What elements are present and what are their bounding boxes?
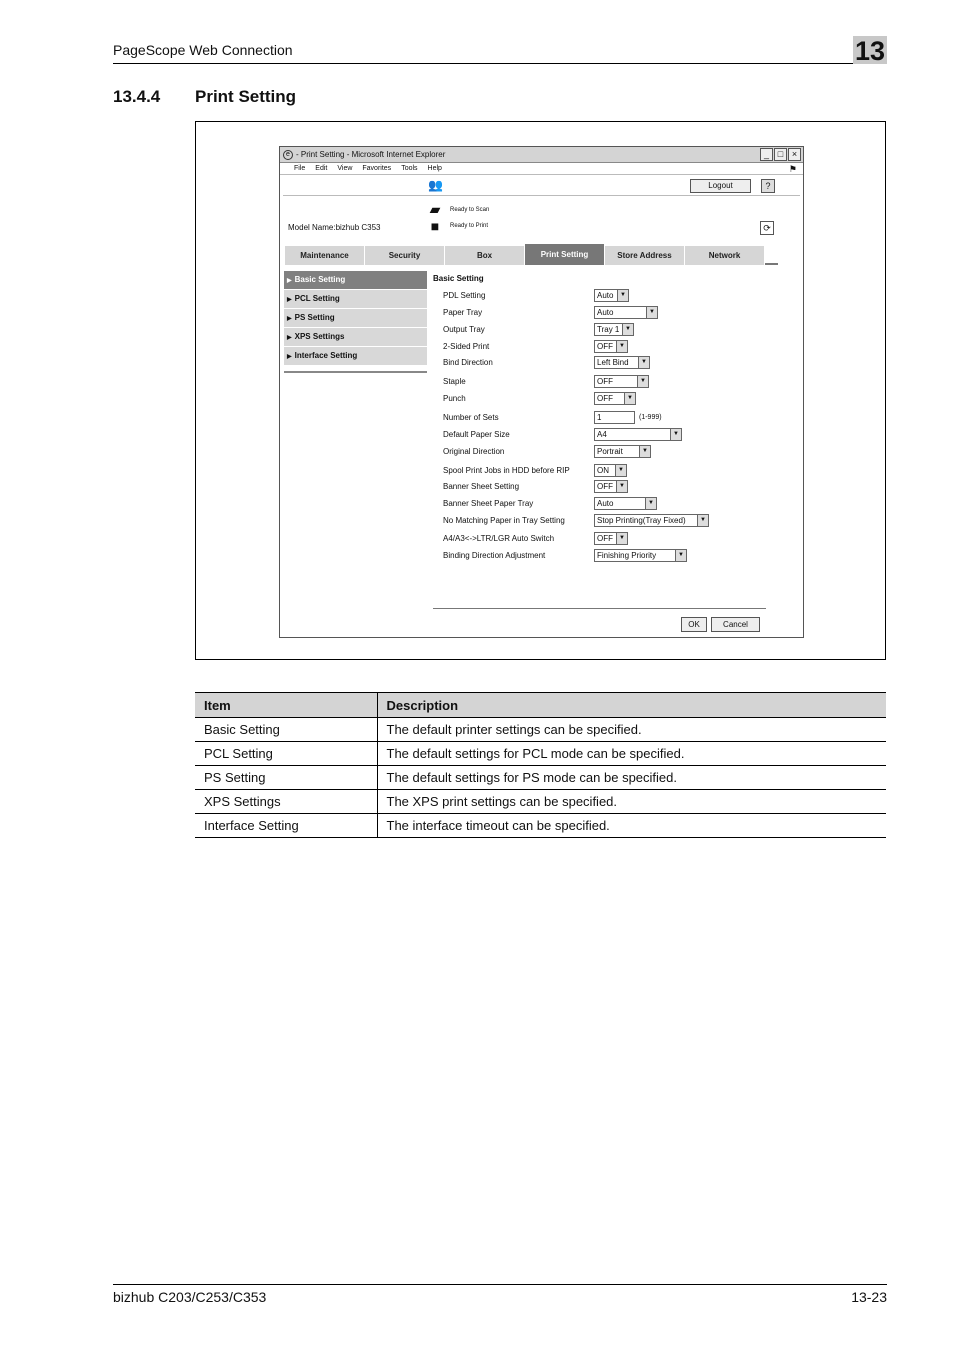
menu-file[interactable]: File [294, 165, 306, 172]
bind-direction-select[interactable]: Left Bind ▼ [594, 356, 650, 369]
screenshot-figure [195, 121, 886, 660]
spool-print-jobs-select[interactable]: ON ▼ [594, 464, 627, 477]
tab-maintenance[interactable]: Maintenance [285, 246, 365, 265]
field-punch [443, 392, 773, 406]
table-cell-description: The interface timeout can be specified. [377, 814, 886, 838]
tab-bar [285, 244, 778, 265]
help-button[interactable]: ? [761, 179, 775, 193]
field-staple [443, 375, 773, 389]
footer-model: bizhub C203/C253/C353 [113, 1289, 267, 1305]
sidebar-item-ps-setting[interactable] [284, 309, 427, 327]
top-bar [283, 176, 800, 196]
arrow-right-icon: ▶ [287, 354, 292, 360]
menu-edit[interactable]: Edit [315, 165, 328, 172]
sidebar-item-interface-setting[interactable] [284, 347, 427, 365]
sidebar-divider [284, 371, 427, 373]
ie-icon: e [283, 150, 293, 160]
output-tray-select[interactable]: Tray 1 ▼ [594, 323, 634, 336]
arrow-right-icon: ▶ [287, 278, 292, 284]
scan-status-text: Ready to Scan [450, 206, 490, 213]
original-direction-select[interactable]: Portrait ▼ [594, 445, 651, 458]
field-label: Binding Direction Adjustment [443, 551, 546, 560]
binding-direction-adjustment-select[interactable]: Finishing Priority ▼ [594, 549, 687, 562]
tab-security[interactable]: Security [365, 246, 445, 265]
section-number: 13.4.4 [113, 87, 161, 106]
close-button[interactable]: × [788, 148, 801, 161]
chevron-down-icon: ▼ [615, 465, 626, 476]
maximize-button[interactable]: □ [774, 148, 787, 161]
chevron-down-icon: ▼ [616, 341, 627, 352]
printer-icon: ■ [430, 218, 440, 234]
table-cell-item: Interface Setting [195, 814, 377, 838]
footer-page-number: 13-23 [851, 1289, 887, 1305]
ok-button[interactable]: OK [681, 617, 707, 632]
table-cell-item: PS Setting [195, 766, 377, 790]
field-2-sided-print [443, 340, 773, 354]
field-label: Output Tray [443, 325, 485, 334]
number-of-sets-range: (1-999) [639, 414, 662, 421]
banner-sheet-paper-tray-select[interactable]: Auto ▼ [594, 497, 657, 510]
table-row [195, 766, 886, 790]
sidebar-item-label: XPS Settings [294, 332, 345, 341]
chevron-down-icon: ▼ [616, 533, 627, 544]
column-header-description: Description [377, 693, 886, 718]
sidebar-item-pcl-setting[interactable] [284, 290, 427, 308]
banner-sheet-setting-select[interactable]: OFF ▼ [594, 480, 628, 493]
field-label: Punch [443, 394, 466, 403]
table-row [195, 718, 886, 742]
arrow-right-icon: ▶ [287, 316, 292, 322]
chevron-down-icon: ▼ [637, 376, 648, 387]
running-header [113, 36, 887, 66]
field-auto-switch [443, 532, 773, 546]
chevron-down-icon: ▼ [617, 290, 628, 301]
auto-switch-select[interactable]: OFF ▼ [594, 532, 628, 545]
section-title: Print Setting [195, 87, 297, 106]
field-number-of-sets [443, 411, 773, 425]
field-label: No Matching Paper in Tray Setting [443, 516, 565, 525]
table-cell-item: PCL Setting [195, 742, 377, 766]
menu-tools[interactable]: Tools [401, 165, 418, 172]
minimize-button[interactable]: _ [760, 148, 773, 161]
no-matching-paper-select[interactable]: Stop Printing(Tray Fixed) ▼ [594, 514, 709, 527]
table-cell-description: The default settings for PCL mode can be specified. [377, 742, 886, 766]
sidebar-item-label: Basic Setting [294, 275, 346, 284]
2-sided-print-select[interactable]: OFF ▼ [594, 340, 628, 353]
menu-help[interactable]: Help [427, 165, 442, 172]
field-label: Spool Print Jobs in HDD before RIP [443, 466, 570, 475]
scanner-status [426, 201, 489, 218]
field-banner-sheet-setting [443, 480, 773, 494]
field-default-paper-size [443, 428, 773, 442]
field-label: Default Paper Size [443, 430, 510, 439]
table-row [195, 742, 886, 766]
field-label: Bind Direction [443, 358, 493, 367]
chevron-down-icon: ▼ [670, 429, 681, 440]
chevron-down-icon: ▼ [639, 446, 650, 457]
window-controls [760, 148, 801, 161]
field-label: Paper Tray [443, 308, 483, 317]
chevron-down-icon: ▼ [624, 393, 635, 404]
chevron-down-icon: ▼ [616, 481, 627, 492]
punch-select[interactable]: OFF ▼ [594, 392, 636, 405]
scanner-icon: ▰ [429, 201, 441, 217]
paper-tray-select[interactable]: Auto ▼ [594, 306, 658, 319]
field-output-tray [443, 323, 773, 337]
chapter-number: 13 [854, 36, 886, 66]
sidebar-item-label: PS Setting [294, 313, 335, 322]
field-no-matching-paper [443, 514, 773, 528]
tab-box[interactable]: Box [445, 246, 525, 265]
default-paper-size-select[interactable]: A4 ▼ [594, 428, 682, 441]
window-title: - Print Setting - Microsoft Internet Explorer [296, 150, 446, 159]
field-label: Staple [443, 377, 466, 386]
printer-status [426, 218, 488, 234]
section-heading [113, 87, 296, 107]
sidebar-item-label: PCL Setting [294, 294, 340, 303]
field-pdl-setting [443, 289, 773, 303]
field-bind-direction [443, 356, 773, 370]
field-label: 2-Sided Print [443, 342, 490, 351]
field-label: Original Direction [443, 447, 505, 456]
refresh-icon[interactable]: ⟳ [760, 221, 774, 235]
table-header-row [195, 693, 886, 718]
chevron-down-icon: ▼ [638, 357, 649, 368]
browser-window [279, 146, 804, 638]
table-cell-item: XPS Settings [195, 790, 377, 814]
field-label: Banner Sheet Paper Tray [443, 499, 534, 508]
cancel-button[interactable]: Cancel [711, 617, 760, 632]
field-paper-tray [443, 306, 773, 320]
user-icon: 👥 [428, 178, 443, 192]
sidebar-item-label: Interface Setting [294, 351, 358, 360]
menu-favorites[interactable]: Favorites [362, 165, 392, 172]
description-table [195, 692, 886, 838]
sidebar [284, 271, 427, 373]
chevron-down-icon: ▼ [646, 307, 657, 318]
arrow-right-icon: ▶ [287, 335, 292, 341]
pdl-setting-select[interactable]: Auto ▼ [594, 289, 629, 302]
tab-print-setting[interactable]: Print Setting [525, 244, 605, 265]
number-of-sets-input[interactable]: 1 [594, 411, 635, 424]
sidebar-item-basic-setting[interactable] [284, 271, 427, 289]
table-row [195, 790, 886, 814]
table-row [195, 814, 886, 838]
table-cell-description: The XPS print settings can be specified. [377, 790, 886, 814]
field-original-direction [443, 445, 773, 459]
field-label: PDL Setting [443, 291, 486, 300]
menu-view[interactable]: View [337, 165, 353, 172]
table-cell-description: The default settings for PS mode can be specified. [377, 766, 886, 790]
chevron-down-icon: ▼ [645, 498, 656, 509]
print-status-text: Ready to Print [450, 223, 489, 229]
field-spool-print-jobs [443, 464, 773, 478]
menu-bar [280, 163, 803, 175]
header-title: PageScope Web Connection [113, 42, 293, 58]
form-divider [433, 608, 766, 609]
field-label: Banner Sheet Setting [443, 482, 520, 491]
field-binding-direction-adjustment [443, 549, 773, 563]
chevron-down-icon: ▼ [697, 515, 708, 526]
staple-select[interactable]: OFF ▼ [594, 375, 649, 388]
chevron-down-icon: ▼ [622, 324, 633, 335]
field-label: A4/A3<->LTR/LGR Auto Switch [443, 534, 555, 543]
logout-button[interactable]: Logout [690, 179, 751, 193]
model-name: Model Name:bizhub C353 [288, 223, 381, 232]
chevron-down-icon: ▼ [675, 550, 686, 561]
sidebar-item-xps-settings[interactable] [284, 328, 427, 346]
field-banner-sheet-paper-tray [443, 497, 773, 511]
table-cell-description: The default printer settings can be specified. [377, 718, 886, 742]
arrow-right-icon: ▶ [287, 297, 292, 303]
field-label: Number of Sets [443, 413, 499, 422]
column-header-item: Item [195, 693, 377, 718]
window-titlebar [280, 147, 803, 163]
web-content [280, 176, 803, 637]
table-cell-item: Basic Setting [195, 718, 377, 742]
running-footer [113, 1284, 887, 1305]
tab-store-address[interactable]: Store Address [605, 246, 685, 265]
windows-flag-icon: ⚑ [788, 164, 797, 174]
form-title: Basic Setting [433, 274, 484, 283]
tab-network[interactable]: Network [685, 246, 765, 265]
